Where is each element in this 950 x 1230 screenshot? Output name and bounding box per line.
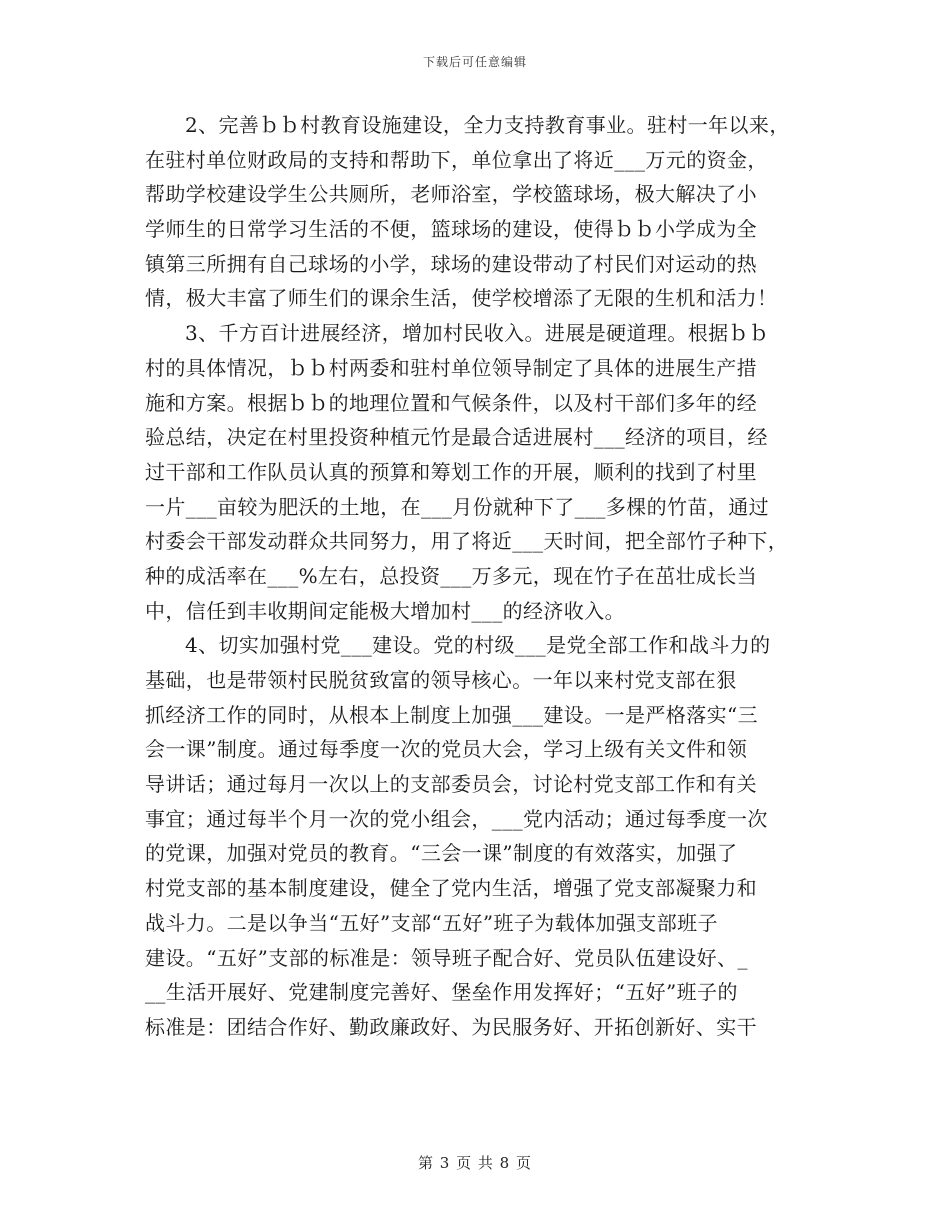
paragraph-line: 会一课”制度。通过每季度一次的党员大会，学习上级有关文件和领 [145,737,748,762]
paragraph-line: 中，信任到丰收期间定能极大增加村___的经济收入。 [145,598,625,623]
paragraph-line: 在驻村单位财政局的支持和帮助下，单位拿出了将近___万元的资金， [145,147,768,172]
paragraph-line: 村党支部的基本制度建设，健全了党内生活，增强了党支部凝聚力和 [145,876,757,901]
paragraph-line: 2、完善ｂｂ村教育设施建设，全力支持教育事业。驻村一年以来， [185,113,790,137]
document-body [145,108,815,1045]
paragraph-line: 导讲话；通过每月一次以上的支部委员会，讨论村党支部工作和有关 [145,772,757,797]
paragraph-line: 3、千方百计进展经济，增加村民收入。进展是硬道理。根据ｂｂ [185,321,770,346]
paragraph-line: 抓经济工作的同时，从根本上制度上加强___建设。一是严格落实“三 [145,702,759,727]
paragraph-line: 帮助学校建设学生公共厕所，老师浴室，学校篮球场，极大解决了小 [145,182,757,207]
paragraph-line: 基础，也是带领村民脱贫致富的领导核心。一年以来村党支部在狠 [145,668,737,692]
paragraph-line: 战斗力。二是以争当“五好”支部“五好”班子为载体加强支部班子 [145,910,718,935]
paragraph-line: 种的成活率在___%左右，总投资___万多元，现在竹子在茁壮成长当 [145,563,758,588]
paragraph-line: 村委会干部发动群众共同努力，用了将近___天时间，把全部竹子种下， [145,529,789,554]
paragraph-line: 的党课，加强对党员的教育。“三会一课”制度的有效落实，加强了 [145,841,738,866]
paragraph-line: 标准是：团结合作好、勤政廉政好、为民服务好、开拓创新好、实干 [145,1014,757,1039]
paragraph-line: 建设。“五好”支部的标准是：领导班子配合好、党员队伍建设好、_ [145,945,748,970]
paragraph-line: 验总结，决定在村里投资种植元竹是最合适进展村___经济的项目，经 [145,425,768,450]
paragraph-line: 4、切实加强村党___建设。党的村级___是党全部工作和战斗力的 [185,633,771,658]
paragraph-line: __生活开展好、党建制度完善好、堡垒作用发挥好；“五好”班子的 [145,980,738,1005]
paragraph-line: 学师生的日常学习生活的不便，篮球场的建设，使得ｂｂ小学成为全 [145,217,757,242]
paragraph-line: 施和方案。根据ｂｂ的地理位置和气候条件，以及村干部们多年的经 [145,390,757,415]
paragraph-line: 事宜；通过每半个月一次的党小组会，___党内活动；通过每季度一次 [145,806,768,831]
paragraph-line: 过干部和工作队员认真的预算和筹划工作的开展，顺利的找到了村里 [145,459,757,484]
page-header-note: 下载后可任意编辑 [422,55,527,69]
paragraph-line: 镇第三所拥有自己球场的小学，球场的建设带动了村民们对运动的热 [145,251,757,276]
paragraph-line: 一片___亩较为肥沃的土地，在___月份就种下了___多棵的竹苗，通过 [145,494,769,519]
paragraph-line: 村的具体情况，ｂｂ村两委和驻村单位领导制定了具体的进展生产措 [145,355,757,380]
paragraph-line: 情，极大丰富了师生们的课余生活，使学校增添了无限的生机和活力！ [145,286,778,311]
page-number: 第 3 页 共 8 页 [418,1154,532,1172]
